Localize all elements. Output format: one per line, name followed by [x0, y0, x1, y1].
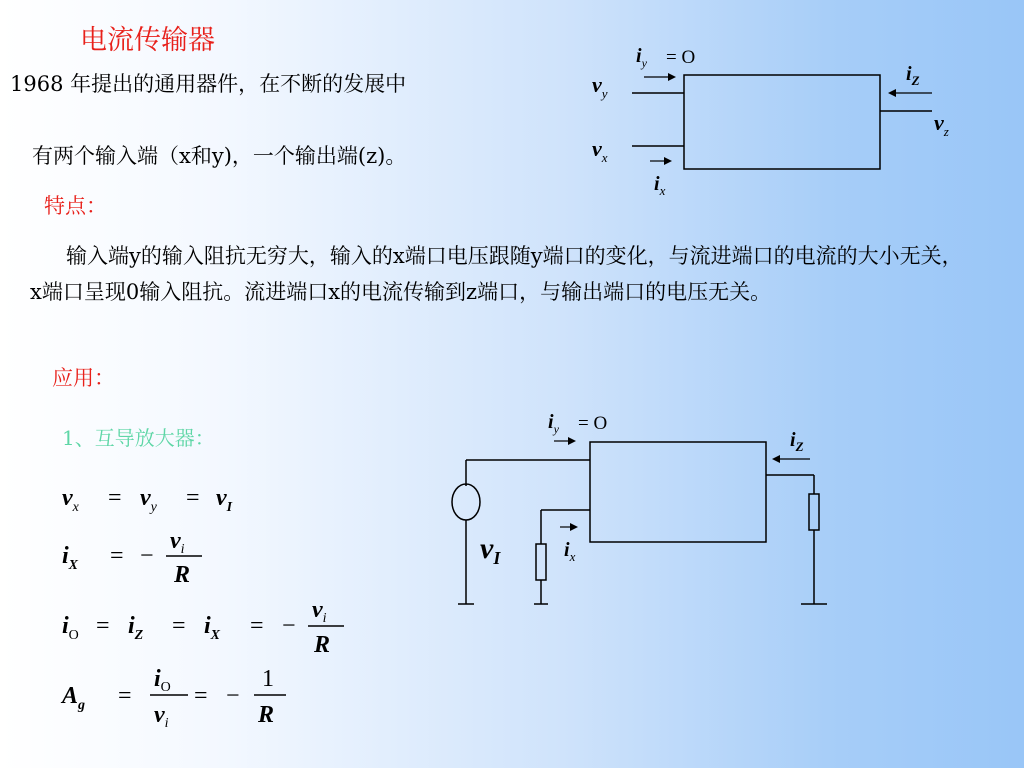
svg-text:−: −: [282, 613, 296, 639]
svg-text:=: =: [250, 613, 264, 639]
svg-text:vi: $v_i$: [170, 528, 185, 557]
label2-iz: $i_Z$: [790, 429, 804, 454]
intro-line-1: 1968 年提出的通用器件，在不断的发展中: [10, 72, 407, 96]
svg-text:−: −: [226, 683, 240, 709]
label2-iy-eq: = O: [578, 413, 608, 434]
svg-text:vi: $v_i$: [312, 597, 327, 626]
svg-text:=: =: [118, 683, 132, 709]
app-item-1: 1、互导放大器：: [62, 426, 215, 450]
label-ix: $i_x$: [654, 173, 666, 198]
label-iy: $i_y$: [636, 45, 647, 70]
svg-text:−: −: [140, 543, 154, 569]
svg-text:1: 1: [262, 666, 274, 692]
svg-text:vi: $v_i$: [154, 702, 169, 731]
applications-heading: 应用：: [52, 366, 115, 390]
label-vI: $v_I$: [480, 532, 501, 568]
svg-text:=: =: [96, 613, 110, 639]
svg-text:=: =: [172, 613, 186, 639]
svg-text:vy: $v_y$: [140, 485, 157, 515]
svg-text:R: R: [258, 702, 275, 728]
svg-text:iX: $i_X$: [204, 613, 221, 643]
label-vz: $v_z$: [934, 110, 949, 139]
equation-4: [60, 666, 286, 731]
svg-text:=: =: [110, 543, 124, 569]
svg-text:R: R: [174, 562, 191, 588]
svg-text:vI: $v_I$: [216, 485, 233, 515]
equation-1: [62, 485, 233, 515]
label2-iy: $i_y$: [548, 411, 559, 436]
features-heading: 特点：: [44, 194, 107, 218]
label-vy: $v_y$: [592, 72, 608, 101]
svg-text:Ag: $A_g$: [62, 683, 86, 713]
svg-text:iO: $i_O$: [154, 666, 171, 695]
equation-2: [62, 528, 202, 588]
label-iz: $i_Z$: [906, 63, 920, 88]
svg-text:iO: $i_O$: [62, 613, 79, 643]
svg-text:R: R: [314, 632, 331, 658]
svg-text:=: =: [186, 485, 200, 511]
label-iy-eq: = O: [666, 47, 696, 68]
svg-text:=: =: [108, 485, 122, 511]
label2-ix: $i_x$: [564, 539, 576, 564]
svg-text:iZ: $i_Z$: [128, 613, 144, 643]
svg-text:vx: $v_x$: [62, 485, 79, 515]
svg-text:iX: $i_X$: [62, 543, 79, 573]
svg-text:=: =: [194, 683, 208, 709]
equation-3: [62, 597, 344, 658]
intro-line-2: 有两个输入端（x和y)，一个输出端(z)。: [32, 144, 407, 168]
page-title: 电流传输器: [80, 25, 215, 56]
label-vx: $v_x$: [592, 136, 608, 165]
features-text: 输入端y的输入阻抗无穷大，输入的x端口电压跟随y端口的变化，与流进端口的电流的大小无关，x端口呈现0输入阻抗。流进端口x的电流传输到z端口，与输出端口的电压无关。: [30, 244, 963, 304]
